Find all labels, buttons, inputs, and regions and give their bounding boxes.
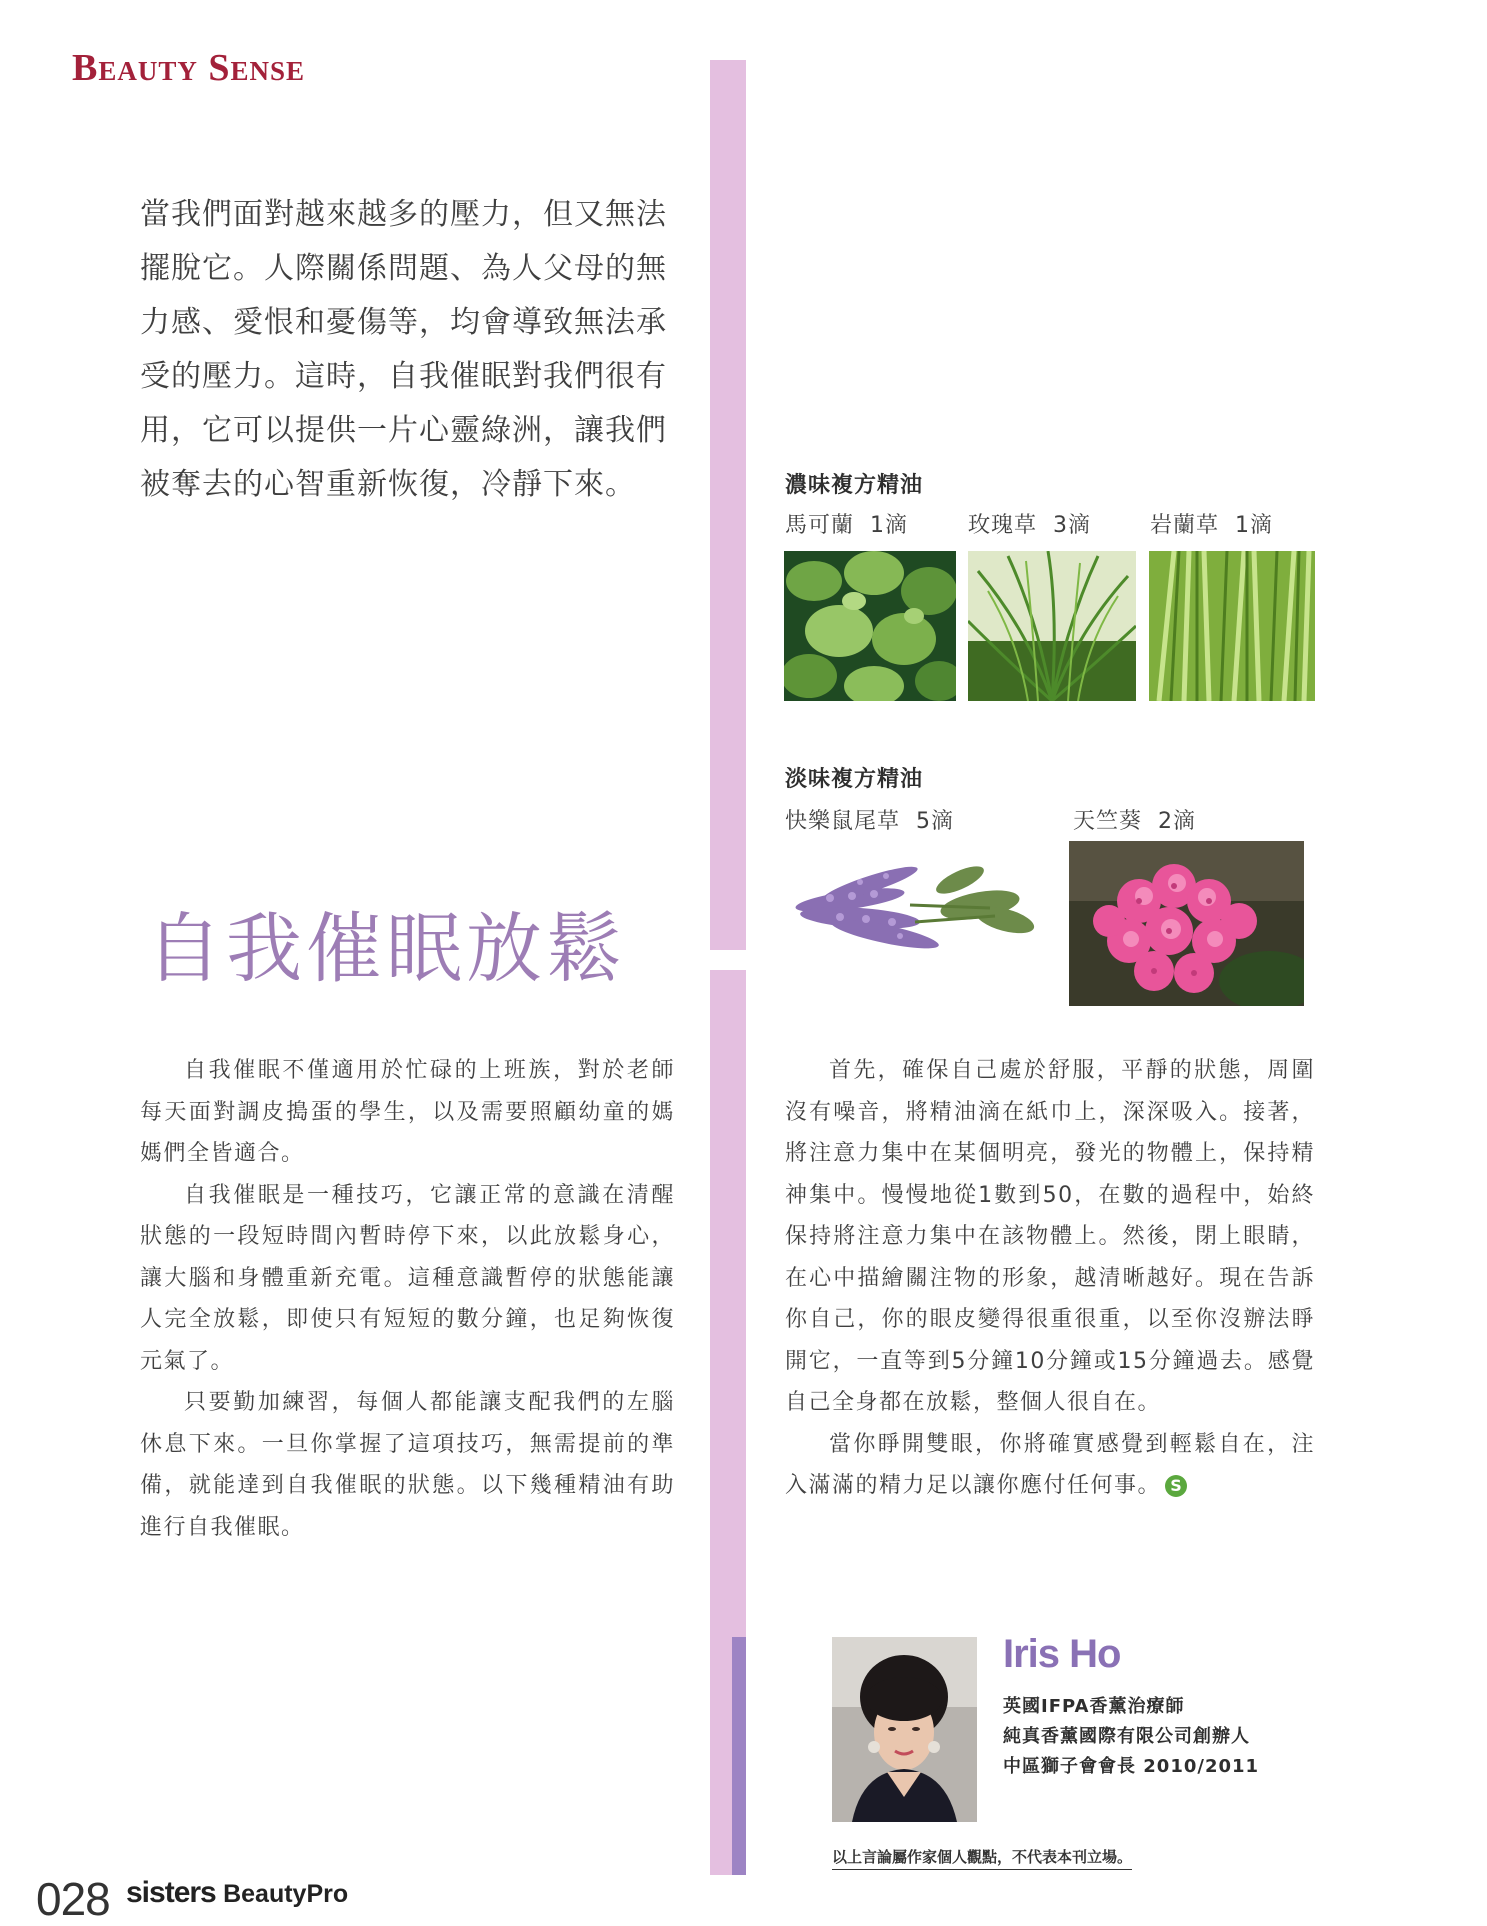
author-portrait <box>832 1637 977 1822</box>
geranium-photo <box>1069 841 1304 1006</box>
paragraph: 首先，確保自己處於舒服，平靜的狀態，周圍沒有噪音，將精油滴在紙巾上，深深吸入。接著，將注意力集中在某個明亮，發光的物體上，保持精神集中。慢慢地從1數到50，在數的過程中，始終保持將注意力集中在該物體上。然後，閉上眼睛，在心中描繪關注物的形象，越清晰越好。現在告訴你自己，你的眼皮變得很重很重，以至你沒辦法睜開它，一直等到5分鐘10分鐘或15分鐘過去。感覺自己全身都在放鬆，整個人很自在。 <box>785 1058 1315 1415</box>
author-role-1: 英國IFPA香薰治療師 <box>1003 1696 1185 1717</box>
clary-sage-photo <box>790 850 1045 960</box>
page-number: 028 <box>36 1873 110 1925</box>
magazine-name: sisters <box>126 1876 216 1909</box>
oil-label-geranium: 天竺葵 2滴 <box>1073 809 1197 834</box>
oil-label-palmarosa: 玫瑰草 3滴 <box>968 513 1092 538</box>
right-column-body <box>785 1050 1315 1507</box>
oil-label-vetiver: 岩蘭草 1滴 <box>1150 513 1274 538</box>
paragraph-final <box>785 1424 1315 1507</box>
section-label: Beauty Sense <box>72 47 306 89</box>
paragraph: 自我催眠是一種技巧，它讓正常的意識在清醒狀態的一段短時間內暫時停下來，以此放鬆身心，讓大腦和身體重新充電。這種意識暫停的狀態能讓人完全放鬆，即使只有短短的數分鐘，也足夠恢復元氣了。 <box>140 1182 675 1374</box>
left-column-body <box>140 1050 675 1548</box>
magazine-logo <box>126 1876 348 1910</box>
article-title: 自我催眠放鬆 <box>146 904 626 993</box>
intro-paragraph: 當我們面對越來越多的壓力，但又無法擺脫它。人際關係問題、為人父母的無力感、愛恨和憂傷等，均會導致無法承受的壓力。這時，自我催眠對我們很有用，它可以提供一片心靈綠洲，讓我們被奪去的心智重新恢復，冷靜下來。 <box>140 197 667 502</box>
light-blend-heading: 淡味複方精油 <box>785 767 924 792</box>
paragraph-final-text: 當你睜開雙眼，你將確實感覺到輕鬆自在，注入滿滿的精力足以讓你應付任何事。 <box>785 1431 1315 1498</box>
disclaimer: 以上言論屬作家個人觀點，不代表本刊立場。 <box>832 1846 1132 1870</box>
paragraph: 自我催眠不僅適用於忙碌的上班族，對於老師每天面對調皮搗蛋的學生，以及需要照顧幼童的媽媽們全皆適合。 <box>140 1058 675 1166</box>
oil-label-clary-sage: 快樂鼠尾草 5滴 <box>785 809 955 834</box>
oil-label-marjoram: 馬可蘭 1滴 <box>785 513 909 538</box>
end-mark-icon: S <box>1165 1475 1187 1497</box>
strong-blend-heading: 濃味複方精油 <box>785 473 924 498</box>
author-accent-bar <box>732 1637 746 1875</box>
paragraph: 只要勤加練習，每個人都能讓支配我們的左腦休息下來。一旦你掌握了這項技巧，無需提前的準備，就能達到自我催眠的狀態。以下幾種精油有助進行自我催眠。 <box>140 1390 675 1540</box>
marjoram-photo <box>784 551 956 701</box>
palmarosa-photo <box>968 551 1136 701</box>
author-name: Iris Ho <box>1003 1632 1121 1676</box>
vetiver-photo <box>1149 551 1315 701</box>
author-role-2: 純真香薰國際有限公司創辦人 <box>1003 1726 1250 1747</box>
author-role-3: 中區獅子會會長 2010/2011 <box>1003 1756 1260 1777</box>
column-divider-top <box>710 60 746 950</box>
magazine-sub: BeautyPro <box>223 1880 349 1908</box>
